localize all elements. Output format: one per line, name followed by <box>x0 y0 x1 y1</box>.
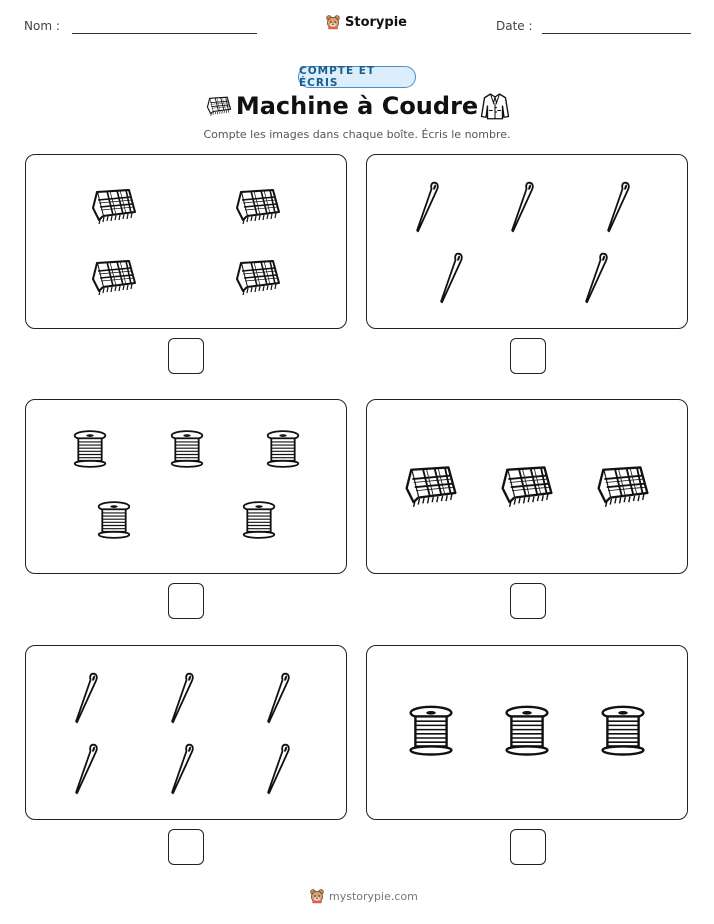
needle-icon <box>167 671 197 725</box>
answer-box-5[interactable] <box>168 829 204 865</box>
spool-icon <box>169 428 205 472</box>
fabric-icon <box>89 257 139 297</box>
count-panel-6 <box>366 645 688 820</box>
activity-badge: COMPTE ET ÉCRIS <box>298 66 416 88</box>
count-panel-3 <box>25 399 347 574</box>
needle-icon <box>581 251 611 305</box>
count-panel-5 <box>25 645 347 820</box>
name-label: Nom : <box>24 19 60 33</box>
needle-icon <box>412 180 442 234</box>
brand-logo <box>325 14 407 30</box>
spool-icon <box>503 703 551 761</box>
needle-icon <box>436 251 466 305</box>
footer-url: mystorypie.com <box>329 889 418 903</box>
bear-logo-icon <box>325 14 341 30</box>
spool-icon <box>241 499 277 543</box>
spool-icon <box>599 703 647 761</box>
needle-icon <box>263 742 293 796</box>
needle-icon <box>507 180 537 234</box>
date-label: Date : <box>496 19 533 33</box>
count-panel-1 <box>25 154 347 329</box>
spool-icon <box>72 428 108 472</box>
spool-icon <box>407 703 455 761</box>
needle-icon <box>263 671 293 725</box>
answer-box-2[interactable] <box>510 338 546 374</box>
answer-box-4[interactable] <box>510 583 546 619</box>
brand-name: Storypie <box>345 14 407 30</box>
fabric-icon <box>498 462 556 510</box>
needle-icon <box>71 671 101 725</box>
needle-icon <box>603 180 633 234</box>
needle-icon <box>71 742 101 796</box>
count-panel-4 <box>366 399 688 574</box>
name-line[interactable] <box>72 33 257 34</box>
fabric-icon <box>233 186 283 226</box>
answer-box-3[interactable] <box>168 583 204 619</box>
answer-box-6[interactable] <box>510 829 546 865</box>
footer <box>309 888 418 904</box>
count-panel-2 <box>366 154 688 329</box>
page-title: Machine à Coudre <box>235 92 479 120</box>
fabric-icon <box>594 462 652 510</box>
instructions: Compte les images dans chaque boîte. Écris le nombre. <box>203 128 511 141</box>
spool-icon <box>96 499 132 543</box>
fabric-icon <box>402 462 460 510</box>
fabric-icon <box>89 186 139 226</box>
date-line[interactable] <box>542 33 691 34</box>
bear-footer-icon <box>309 888 325 904</box>
needle-icon <box>167 742 197 796</box>
spool-icon <box>265 428 301 472</box>
fabric-icon <box>233 257 283 297</box>
answer-box-1[interactable] <box>168 338 204 374</box>
coat-title-icon <box>480 91 510 121</box>
